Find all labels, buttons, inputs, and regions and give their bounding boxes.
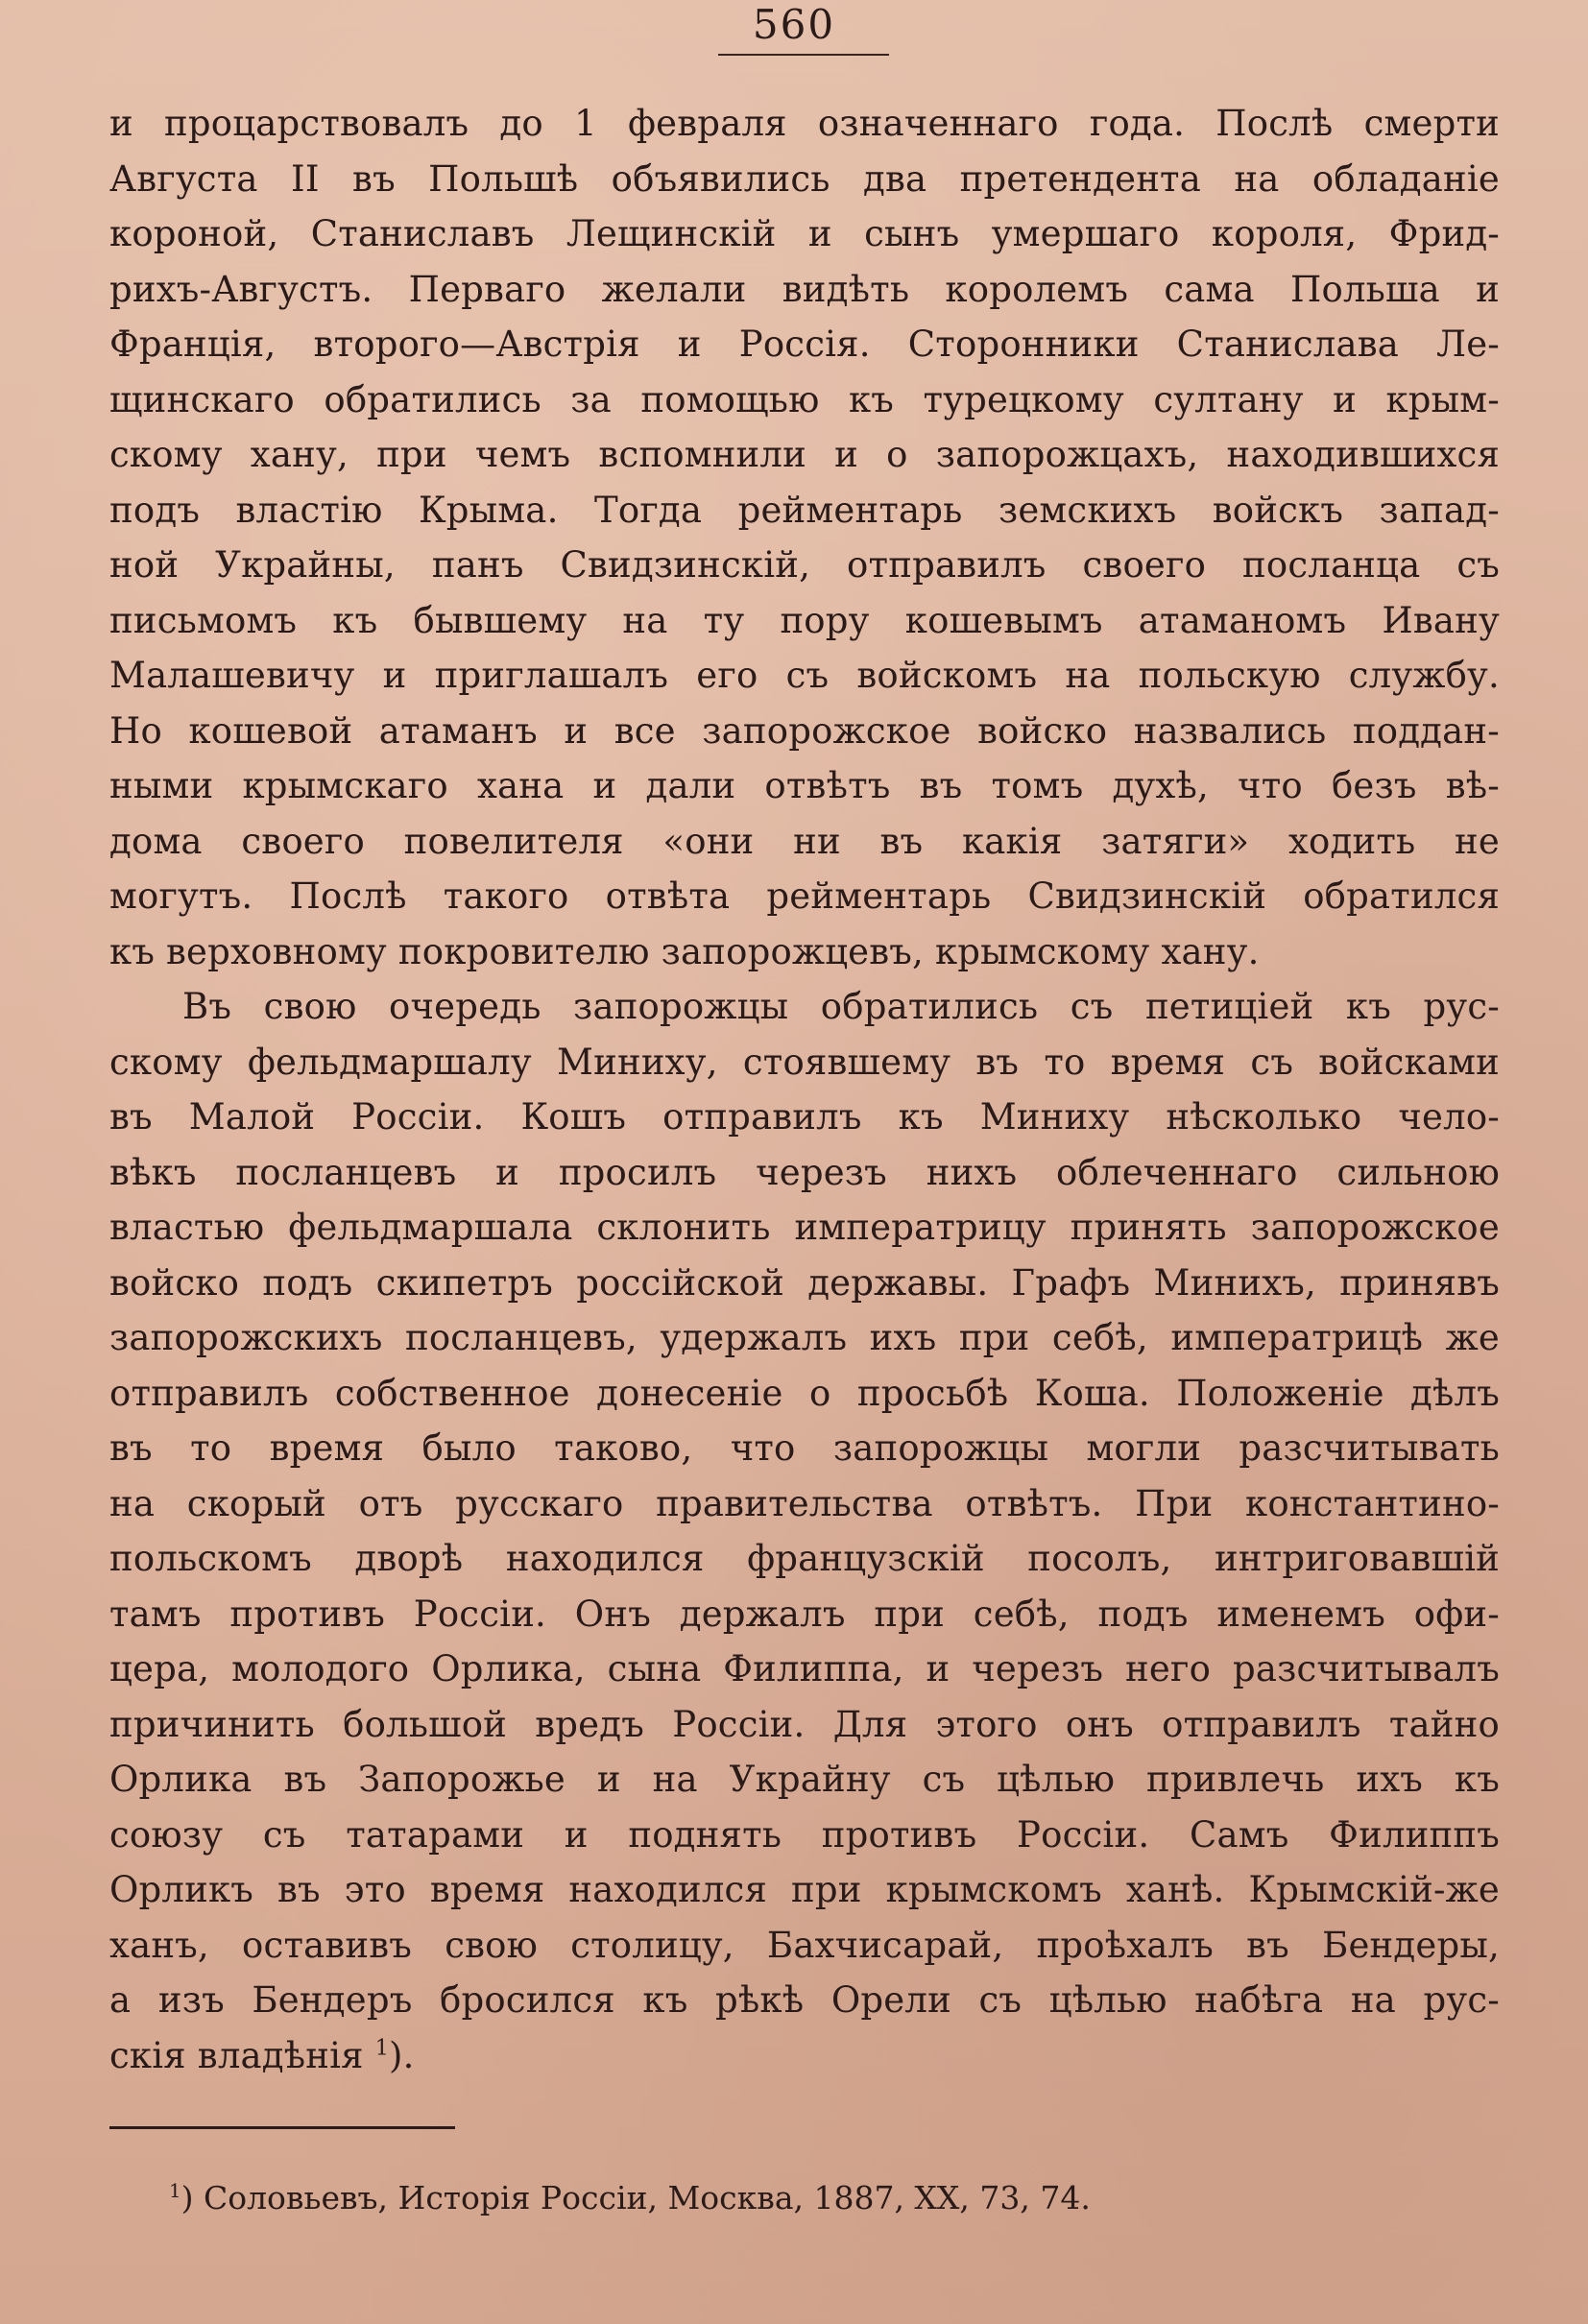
text-line: запорожскихъ посланцевъ, удержалъ ихъ при себѣ, императрицѣ же: [109, 1317, 1500, 1358]
body-text: [109, 96, 1500, 2083]
text-line: ными крымскаго хана и дали отвѣтъ въ томъ духѣ, что безъ вѣ-: [109, 765, 1500, 806]
text-line: ханъ, оставивъ свою столицу, Бахчисарай, проѣхалъ въ Бендеры,: [109, 1924, 1500, 1966]
text-line: скому фельдмаршалу Миниху, стоявшему въ то время съ войсками: [109, 1041, 1500, 1083]
text-line: Орлика въ Запорожье и на Украйну съ цѣлью привлечь ихъ къ: [109, 1759, 1500, 1800]
footnote-marker: 1: [169, 2180, 181, 2202]
text-line: а изъ Бендеръ бросился къ рѣкѣ Орели съ цѣлью набѣга на рус-: [109, 1979, 1500, 2021]
text-line: Въ свою очередь запорожцы обратились съ петиціей къ рус-: [182, 986, 1500, 1027]
text-line: на скорый отъ русскаго правительства отвѣтъ. При константино-: [109, 1482, 1500, 1524]
text-line: тамъ противъ Россіи. Онъ держалъ при себѣ, подъ именемъ офи-: [109, 1593, 1500, 1635]
text-line: союзу съ татарами и поднять противъ Россіи. Самъ Филиппъ: [109, 1813, 1500, 1856]
text-line: письмомъ къ бывшему на ту пору кошевымъ атаманомъ Ивану: [109, 599, 1500, 641]
footnote-bracket: ): [180, 2179, 194, 2216]
text-line: рихъ-Августъ. Перваго желали видѣть королемъ сама Польша и: [109, 268, 1500, 310]
text-line: къ верховному покровителю запорожцевъ, крымскому хану.: [109, 930, 1260, 972]
footnote-rule: [109, 2126, 455, 2129]
footnote-reference[interactable]: 1: [374, 2035, 390, 2061]
footnote-text: Соловьевъ, Исторія Россіи, Москва, 1887, XX, 73, 74.: [193, 2179, 1091, 2216]
text-line: отправилъ собственное донесеніе о просьбѣ Коша. Положеніе дѣлъ: [109, 1372, 1500, 1414]
footnote: [169, 2177, 1091, 2219]
text-line: въ то время было таково, что запорожцы могли разсчитывать: [109, 1427, 1500, 1469]
text-line: могутъ. Послѣ такого отвѣта рейментарь Свидзинскій обратился: [109, 875, 1500, 917]
text-line: польскомъ дворѣ находился французскій посолъ, интриговавшій: [109, 1538, 1500, 1579]
text-line: въ Малой Россіи. Кошъ отправилъ къ Миниху нѣсколько чело-: [109, 1096, 1500, 1138]
text-line: вѣкъ посланцевъ и просилъ черезъ нихъ облеченнаго сильною: [109, 1151, 1500, 1193]
closing-punctuation: ).: [389, 2034, 415, 2076]
text-line: цера, молодого Орлика, сына Филиппа, и черезъ него разсчитывалъ: [109, 1648, 1500, 1689]
text-line: властью фельдмаршала склонить императрицу принять запорожское: [109, 1207, 1500, 1248]
text-line: дома своего повелителя «они ни въ какія затяги» ходить не: [109, 820, 1500, 862]
text-line: короной, Станиславъ Лещинскій и сынъ умершаго короля, Фрид-: [109, 213, 1500, 254]
text-line: Франція, второго—Австрія и Россія. Сторонники Станислава Ле-: [109, 323, 1500, 365]
text-line: Августа II въ Польшѣ объявились два претендента на обладаніе: [109, 157, 1500, 200]
text-line: Орликъ въ это время находился при крымскомъ ханѣ. Крымскій-же: [109, 1869, 1500, 1910]
text-line-final: [109, 2028, 1500, 2084]
header-rule: [718, 54, 889, 56]
text-line: скому хану, при чемъ вспомнили и о запорожцахъ, находившихся: [109, 434, 1500, 475]
text-line: причинить большой вредъ Россіи. Для этого онъ отправилъ тайно: [109, 1703, 1500, 1745]
text-line: ной Украйны, панъ Свидзинскій, отправилъ своего посланца съ: [109, 544, 1500, 586]
text-line: щинскаго обратились за помощью къ турецкому султану и крым-: [109, 378, 1500, 420]
text-line: и процарствовалъ до 1 февраля означеннаго года. Послѣ смерти: [109, 103, 1500, 144]
page-number: 560: [752, 1, 836, 48]
text-line: Но кошевой атаманъ и все запорожское войско назвались поддан-: [109, 709, 1500, 752]
text-line: подъ властію Крыма. Тогда рейментарь земскихъ войскъ запад-: [109, 489, 1500, 531]
text-line: войско подъ скипетръ россійской державы. Графъ Минихъ, принявъ: [109, 1261, 1500, 1304]
text-line: скія владѣнія: [109, 2034, 364, 2076]
text-line: Малашевичу и приглашалъ его съ войскомъ на польскую службу.: [109, 655, 1500, 696]
